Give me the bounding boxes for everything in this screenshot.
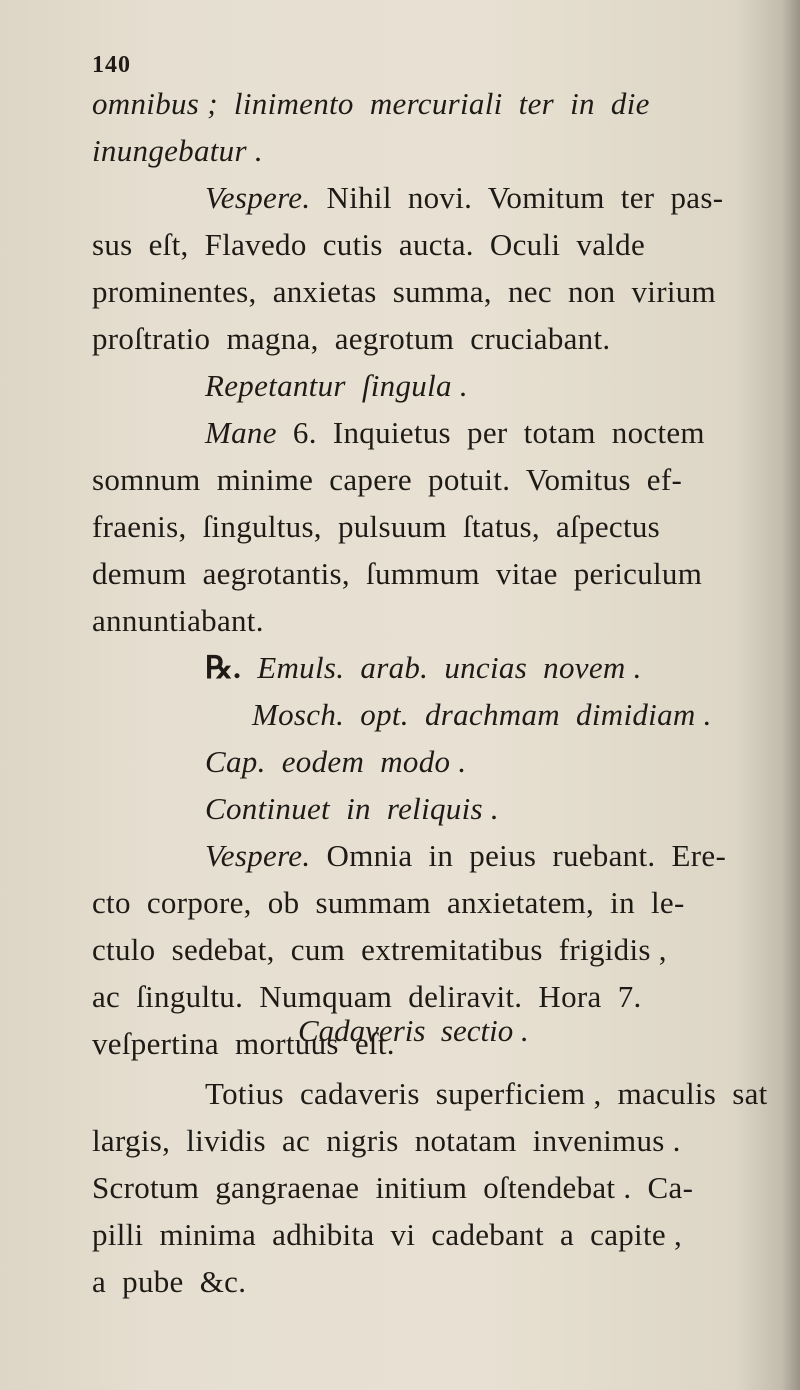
page-number: 140 bbox=[92, 52, 131, 78]
text-line: inungebatur . bbox=[92, 133, 263, 168]
entry-rest: Emuls. arab. uncias novem . bbox=[241, 650, 642, 685]
entry-lead: Vespere. bbox=[205, 838, 311, 873]
text-line: somnum minime capere potuit. Vomitus ef- bbox=[92, 462, 683, 497]
recipe-symbol: ℞. bbox=[205, 650, 242, 685]
text-line: fraenis, ſingultus, pulsuum ſtatus, aſpectus bbox=[92, 509, 661, 544]
text-line bbox=[92, 174, 772, 221]
entry-rest: Omnia in peius ruebant. Ere- bbox=[310, 838, 727, 873]
text-line: cto corpore, ob summam anxietatem, in le- bbox=[92, 885, 685, 920]
section-heading: Cadaveris sectio . bbox=[298, 1013, 529, 1048]
prescription-line: Continuet in reliquis . bbox=[205, 791, 499, 826]
text-line: Repetantur ſingula . bbox=[205, 368, 468, 403]
text-line: a pube &c. bbox=[92, 1264, 247, 1299]
prescription-line bbox=[92, 644, 772, 691]
section-text-block bbox=[92, 1070, 772, 1305]
page-gutter-shadow bbox=[782, 0, 800, 1390]
text-line bbox=[92, 409, 772, 456]
entry-rest: 6. Inquietus per totam noctem bbox=[276, 415, 705, 450]
entry-rest: Nihil novi. Vomitum ter pas- bbox=[310, 180, 724, 215]
main-text-block bbox=[92, 80, 772, 1067]
text-line: ctulo sedebat, cum extremitatibus frigidis , bbox=[92, 932, 667, 967]
entry-lead: Mane bbox=[205, 415, 277, 450]
text-line: ac ſingultu. Numquam deliravit. Hora 7. bbox=[92, 979, 642, 1014]
prescription-line: Mosch. opt. drachmam dimidiam . bbox=[252, 697, 712, 732]
text-line: veſpertina mortuus eſt. bbox=[92, 1026, 395, 1061]
text-line bbox=[92, 832, 772, 879]
text-line: largis, lividis ac nigris notatam invenimus . bbox=[92, 1123, 681, 1158]
text-line: proſtratio magna, aegrotum cruciabant. bbox=[92, 321, 611, 356]
prescription-line: Cap. eodem modo . bbox=[205, 744, 467, 779]
text-line: sus eſt, Flavedo cutis aucta. Oculi valde bbox=[92, 227, 646, 262]
text-line: pilli minima adhibita vi cadebant a capite , bbox=[92, 1217, 683, 1252]
text-line: omnibus ; linimento mercuriali ter in die bbox=[92, 86, 650, 121]
text-line: demum aegrotantis, ſummum vitae periculum bbox=[92, 556, 703, 591]
text-line: Scrotum gangraenae initium oſtendebat . Ca- bbox=[92, 1170, 694, 1205]
text-line: prominentes, anxietas summa, nec non virium bbox=[92, 274, 716, 309]
text-line: Totius cadaveris superficiem , maculis sat bbox=[205, 1076, 768, 1111]
entry-lead: Vespere. bbox=[205, 180, 311, 215]
text-line: annuntiabant. bbox=[92, 603, 264, 638]
